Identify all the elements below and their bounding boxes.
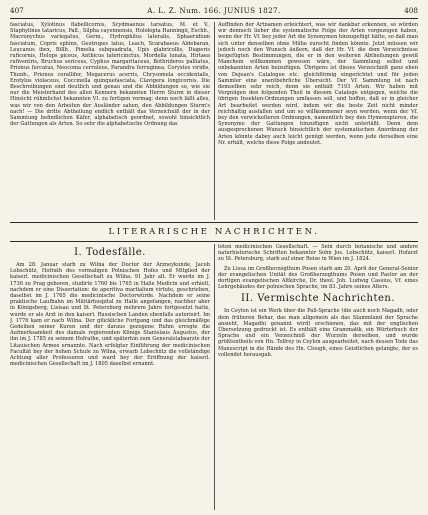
obituary-lobschuetz: Am 28. Januar starb zu Wilna der Doctor der Arzneykunde, Jacob Lobschütz, Hofrath des vormaligen Polnischen Hofes und Mitglied der kaiserl. medicinischen Gesellschaft zu Wilna, 91 Jahr alt. Er wurde im J. 1736 zu Prag geboren, studirte 1760 bis 1765 in Halle Medicin und erhielt, nachdem er eine Dissertation: de aperitiva martialium virtute, geschrieben, daselbst im J. 1765 die medicinische Doctorwürde. Nachdem er seine praktische Laufbahn im Militärhospital zu Halle angefangen, nachher aber in Königsberg, Lisisau und St. Petersburg mehrere Jahre fortgesetzt hatte, wurde er als Arzt in den kaiserl. Russischen Landen ebenfalls autorisirt. Im J. 1776 kam er nach Wilna. Der glückliche Fortgang und das gleichmäßige Gedeihen seiner Kuren und der daraus gezogene Ruhm erregte die Aufmerksamkeit des damals regierenden Königs Stanislaus Augustus, der ihn im J. 1785 zu seinem Hofrathe, und späterhin zum Generalstabsarzte der Litauischen Armee ernannte. Nach erfolgter Einführung der medicinischen Facultät bey der hohen Schule zu Wilna, erwarb Lobschütz die vollständige Achtung aller Professoren und ward bey der Eröffnung der kaiserl. medicinischen Gesellschaft im J. 1805 daselbst ernannt. <box>10 262 210 368</box>
bottom-right-column <box>218 244 418 510</box>
top-left-column: fasciatus, Xylotinus flabellicornis, Scydmaenus tarsatus, M. et V., Staphylinus tataricus, Pall., Silpha cayennensis, Hololepta Hanningii, Eschh., Macronychus variegatus, Germ., Hydrophilus lateralis, Sphaeridium fasciatum, Copris sphinx, Geotrupes latus, Leach, Scarabaeus Aldebaran, Leucanus ibex, Billb., Pimelia subquadrata, Upis glabricollis, Diaperis ruficornis, Helops piceus, Anthicus latericinctus, Mordella lunata, Hirtaea rufiventris, Bruchus sericeus, Cyphus margaritaceus, Bothrideres palliatus, Prionus furcatus, Neocoma cerruleus, Parandra ferruginea, Coryxtes viridis, Thunb., Prionus corallifer, Megacerus acerris, Chrysomela occidentalis, Erotylus violaceus, Coccinella quinquefasciata, Clavigera longicornis. Die Beschreibungen sind deutlich und genau und die Abbildungen so, wie sie nur die Meisterhand des allen Kennern bekannten Herrn Sturm in dieser Hinsicht rühmlichst bekannten VI. zu fertigen vermag: denn noch läßt alles, was wir von den Arbeiten der Ausländer sahen, den Abbildungen Sturm's nach! — Die dritte Abtheilung endlich enthält das Verzeichniß der in der Sammlung befindlichen Käfer, alphabetisch geordnet, sowohl hinsichtlich der Gattungen als Arten. So sehr die alphabetische Ordnung das <box>10 22 210 128</box>
news-pali-language: In Ceylon ist ein Werk über die Pali-Sprache (die auch noch Magadh, oder dem früheren Behar, das man allgemein als das Stammland der Sprache ansieht, Magadhi genannt wird) erschienen, das mit der englischen Übersetzung gedruckt ist. Es enthält eine Grammatik, ein Wörterbuch der Sprache und ein Verzeichniß der Wurzeln derselben, und wurde größtentheils von Hn. Tolfrey in Ceylon ausgearbeitet, nach dessen Tode das Manuscript in die Hände des Hn. Clough, eines Geistlichen gelangte, der es vollendet herausgab. <box>218 308 418 358</box>
column-divider-bottom <box>214 244 215 510</box>
header-rule <box>10 18 418 19</box>
obituary-cassius: Zu Lissa im Großherzogthum Posen starb am 20. April der General-Senior der evangelischen Unität des Großherzogthums Posen und Pastor an der dortigen evangelischen Altkirche, Dr. theol. Joh. Ludwig Cassius, Vf. eines Lehrgebäudes der polnischen Sprache, im 83. Jahre seines Alters. <box>218 265 418 291</box>
section-rule-top <box>10 222 418 223</box>
column-divider-top <box>214 22 215 220</box>
section-rule-bottom <box>10 241 418 242</box>
page-number-right: 408 <box>404 6 418 15</box>
section-title-deaths: I. Todesfälle. <box>74 247 146 258</box>
obituary-continuation: teten medicinischen Gesellschaft. — Sein durch botanische und andere naturhistorische Schriften bekannter Sohn Jos. Lobschütz, kaiserl. Hofarzt zu St. Petersburg, starb auf einer Reise in Wien im J. 1824. <box>218 244 418 263</box>
section-title-misc: II. Vermischte Nachrichten. <box>240 293 396 305</box>
bottom-left-column <box>10 244 210 510</box>
header-title: A. L. Z. Num. 166. JUNIUS 1827. <box>147 6 281 15</box>
top-right-column: Auffinden der Artnamen erleichtert, was wir dankbar erkennen, so würden wir dennoch lieber die systematische Folge der Arten vorgezogen haben, wenn der Hr. Vf. bey jeder Art die Synonymen hinzugefügt hätte, so daß man sich unter denselben ohne Mühe zurecht finden könnte. Jetzt müssen wir jedoch noch den Wunsch äußern, daß der Hr. Vf. die dem Verzeichnisse beigefügten Bestimmungen, die er in den weiteren Abtheilungen gewiß Manchem willkommen gewesen wäre, der Sammlung selbst und unbekannten Arten beizufügen. Übrigens ist dieses Verzeichniß ganz eben von Dejean's Catalogue etc. gleichförmig eingerichtet und für jeden Sammler eine unentbehrliche Übersicht. Der Vf. Sammlung ist nach demselben sehr reich, denn sie enthält 7193 Arten. Wir haben mit Vergnügen den folgenden Theil in diesem Cataloge entgegen, welche die übrigen Insekten-Ordnungen umfassen soll, und hoffen, daß er in gleicher Art bearbeitet werden wird, indem wir die beste Zeit nicht minder reichhaltig ausfallen und um so willkommener seyn werden, wenn der Vf. bey den verwickelteren Ordnungen, namentlich bey den Hymenopteren, die Synonyme der Gattungen hinzufügen nicht unterläßt. Denn dem ausgesprochenen Wunsch hinsichtlich der systematischen Anordnung der Arten könnte dabey auch leicht genügt werden, wenn jede derselben eine Nr. erhält, welche diese Folge andeutet. <box>218 22 418 146</box>
page-header <box>10 4 418 17</box>
section-banner: LITERARISCHE NACHRICHTEN. <box>108 227 320 237</box>
page-number-left: 407 <box>10 6 24 15</box>
